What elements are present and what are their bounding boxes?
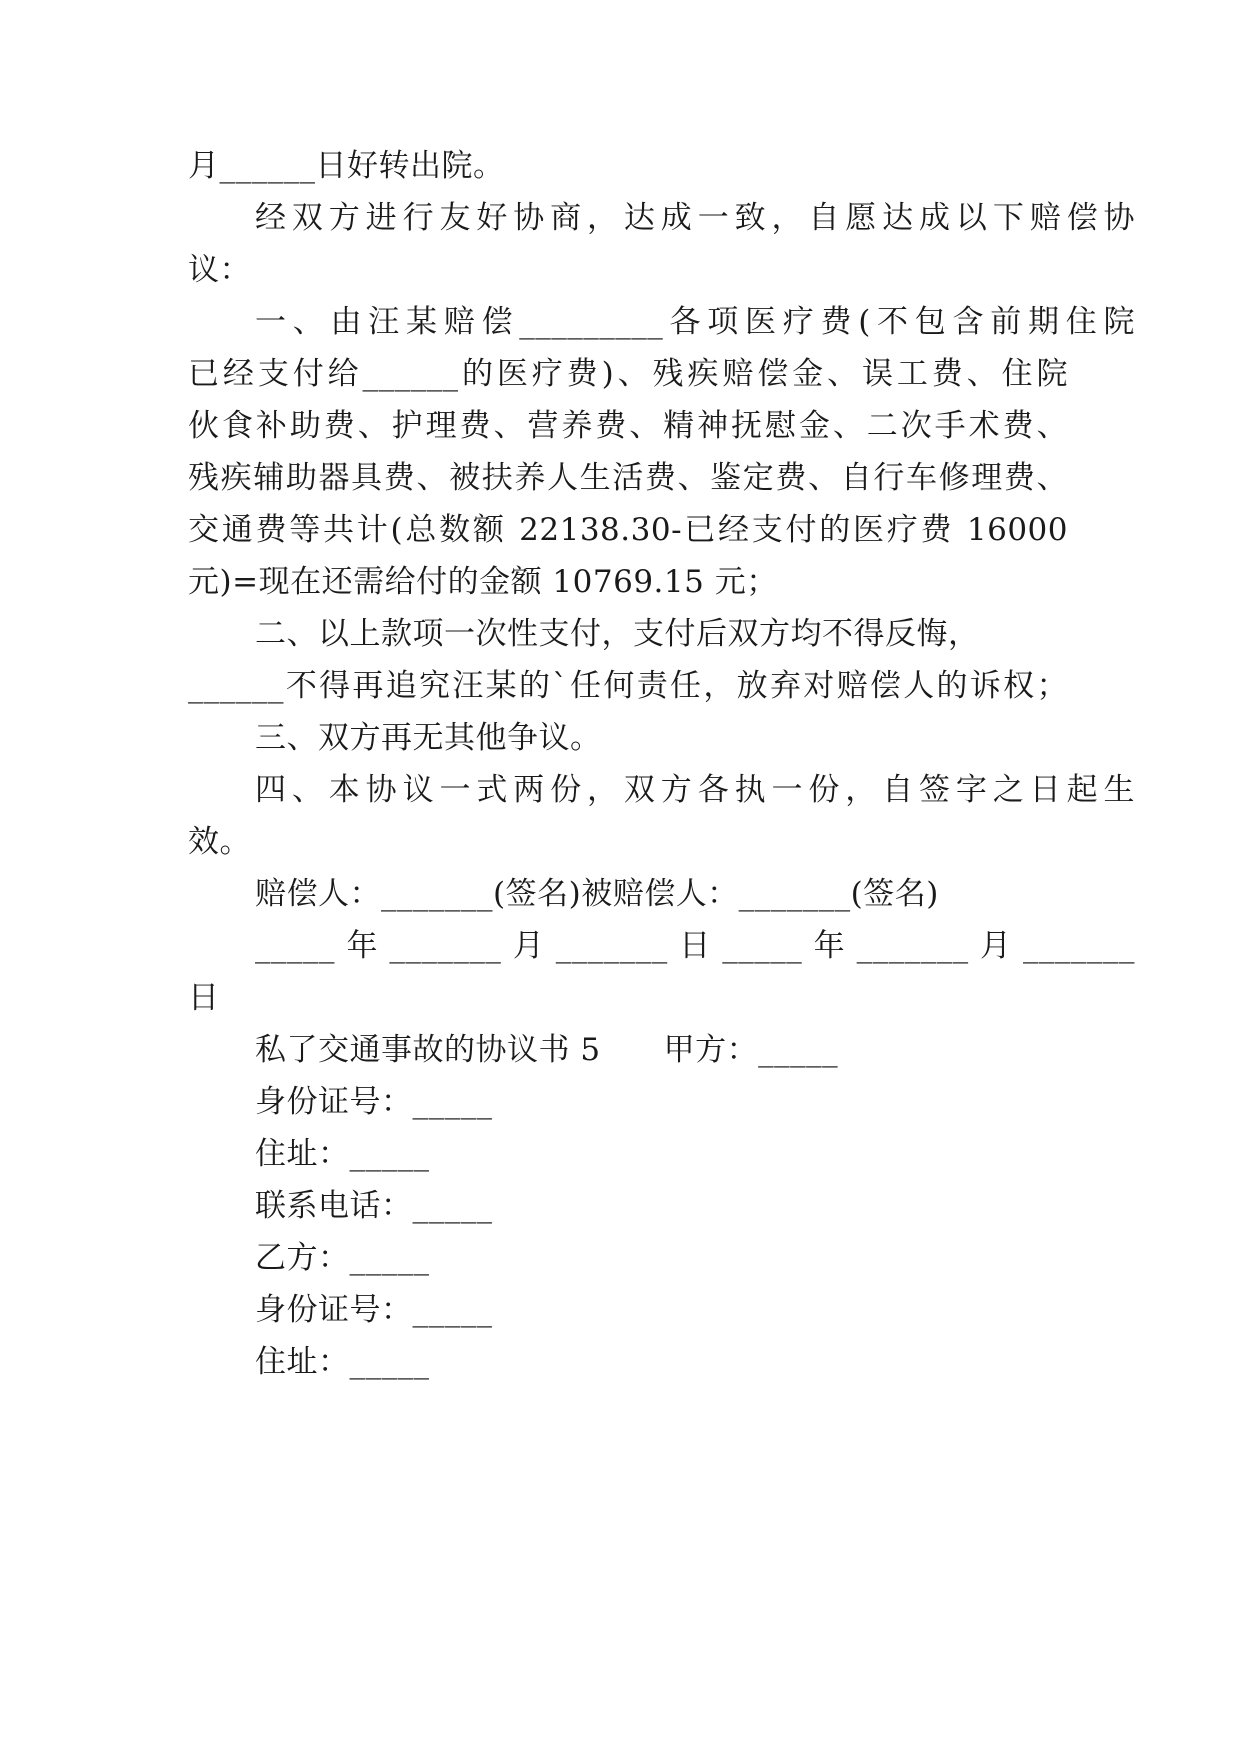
party-b: 乙方：_____: [255, 1240, 430, 1276]
text-line-1: 月______日好转出院。: [188, 148, 505, 184]
party-b-id: 身份证号：_____: [255, 1292, 493, 1328]
party-a-id: 身份证号：_____: [255, 1084, 493, 1120]
date-line: _____年_______月_______日_____年_______月_______: [255, 928, 1135, 964]
text-line-6: 伙食补助费、护理费、营养费、精神抚慰金、二次手术费、: [188, 408, 1068, 444]
text-line-2: 经双方进行友好协商，达成一致，自愿达成以下赔偿协: [255, 200, 1135, 236]
text-line-10: 二、以上款项一次性支付，支付后双方均不得反悔，: [255, 616, 980, 652]
section-title: 私了交通事故的协议书 5 甲方：_____: [255, 1032, 839, 1068]
date-line-end: 日: [188, 980, 220, 1016]
text-line-5: 已经支付给______的医疗费)、残疾赔偿金、误工费、住院: [188, 356, 1068, 392]
text-line-11: ______不得再追究汪某的`任何责任，放弃对赔偿人的诉权；: [188, 668, 1068, 704]
party-a-phone: 联系电话：_____: [255, 1188, 493, 1224]
text-line-8: 交通费等共计(总数额 22138.30-已经支付的医疗费 16000: [188, 512, 1068, 548]
party-b-address: 住址：_____: [255, 1344, 430, 1380]
text-line-7: 残疾辅助器具费、被扶养人生活费、鉴定费、自行车修理费、: [188, 460, 1068, 496]
text-line-13: 四、本协议一式两份，双方各执一份，自签字之日起生: [255, 772, 1135, 808]
text-line-4: 一、由汪某赔偿_________各项医疗费(不包含前期住院: [255, 304, 1135, 340]
text-line-3: 议：: [188, 252, 251, 288]
text-line-9: 元)=现在还需给付的金额 10769.15 元；: [188, 564, 778, 600]
signature-line: 赔偿人：_______(签名)被赔偿人：_______(签名): [255, 876, 939, 912]
text-line-14: 效。: [188, 824, 251, 860]
party-a-address: 住址：_____: [255, 1136, 430, 1172]
text-line-12: 三、双方再无其他争议。: [255, 720, 602, 756]
